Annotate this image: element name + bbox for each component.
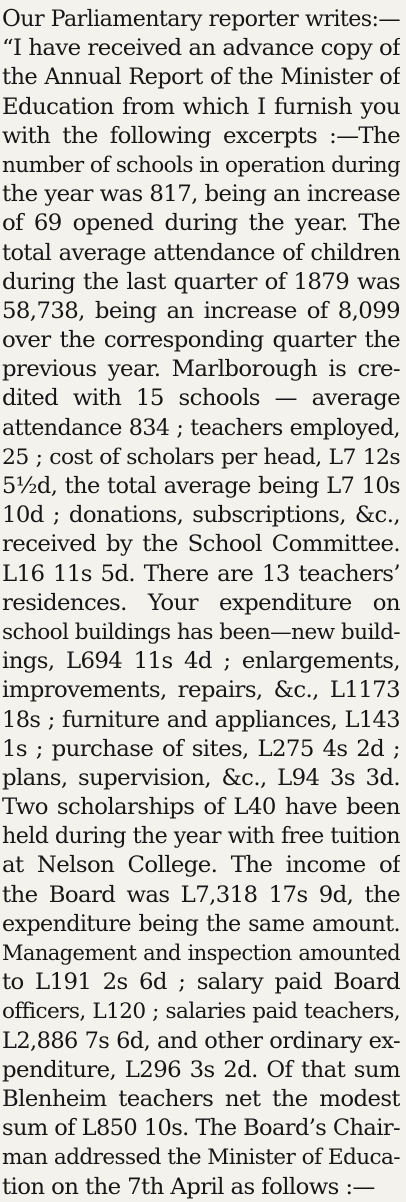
article-text-line: improvements, repairs, &c., L1173 [2, 677, 400, 704]
article-text-line: held during the year with free tuition [2, 823, 400, 850]
article-text-line: received by the School Committee. [2, 531, 400, 558]
article-text-line: 10d ; donations, subscriptions, &c., [2, 502, 400, 529]
article-text-line: 58,738, being an increase of 8,099 [2, 297, 400, 324]
article-text-line: with the following excerpts :—The [2, 122, 400, 149]
article-text-line: 5½d, the total average being L7 10s [2, 473, 400, 499]
article-text-line: school buildings has been—new build- [2, 619, 400, 645]
article-text-line: man addressed the Minister of Educa- [2, 1145, 400, 1171]
article-text-line: during the last quarter of 1879 was [2, 268, 400, 295]
article-text-line: dited with 15 schools — average [2, 385, 400, 412]
article-text-line: attendance 834 ; teachers employed, [2, 414, 400, 441]
article-text-line: L2,886 7s 6d, and other ordinary ex- [2, 1027, 400, 1054]
article-text-line: plans, supervision, &c., L94 3s 3d. [2, 764, 400, 791]
article-text-line: number of schools in operation during [2, 152, 400, 178]
article-text-line: officers, L120 ; salaries paid teachers, [2, 999, 400, 1025]
article-text-line: previous year. Marlborough is cre- [2, 356, 400, 383]
article-text-line: at Nelson College. The income of [2, 852, 400, 879]
article-text-line: penditure, L296 3s 2d. Of that sum [2, 1056, 400, 1083]
article-text-line: the year was 817, being an increase [2, 181, 400, 208]
article-text-line: the Annual Report of the Minister of [2, 64, 400, 91]
article-text-line: L16 11s 5d. There are 13 teachers’ [2, 560, 400, 587]
article-text-line: sum of L850 10s. The Board’s Chair- [2, 1115, 400, 1142]
article-text-line: over the corresponding quarter the [2, 327, 400, 354]
article-text-line: to L191 2s 6d ; salary paid Board [2, 969, 400, 996]
article-text-line: the Board was L7,318 17s 9d, the [2, 881, 400, 908]
article-text-line: 18s ; furniture and appliances, L143 [2, 706, 400, 733]
article-text-line: of 69 opened during the year. The [2, 210, 400, 237]
article-text-line: Two scholarships of L40 have been [2, 794, 400, 821]
article-text-line: expenditure being the same amount. [2, 910, 400, 937]
article-text-line: 1s ; purchase of sites, L275 4s 2d ; [2, 735, 400, 762]
article-text-line: 25 ; cost of scholars per head, L7 12s [2, 444, 400, 470]
article-text-line: Management and inspection amounted [2, 941, 400, 965]
article-lead-line: Our Parliamentary reporter writes:— [2, 6, 400, 32]
article-text-line: ings, L694 11s 4d ; enlargements, [2, 648, 400, 675]
article-text-line: Blenheim teachers net the modest [2, 1085, 400, 1112]
article-text-line: total average attendance of children [2, 239, 400, 266]
article-text-line: Education from which I furnish you [2, 93, 400, 120]
article-text-line: “I have received an advance copy of [2, 35, 400, 62]
article-text-line: tion on the 7th April as follows :— [2, 1173, 375, 1200]
article-text-line: residences. Your expenditure on [2, 589, 400, 616]
